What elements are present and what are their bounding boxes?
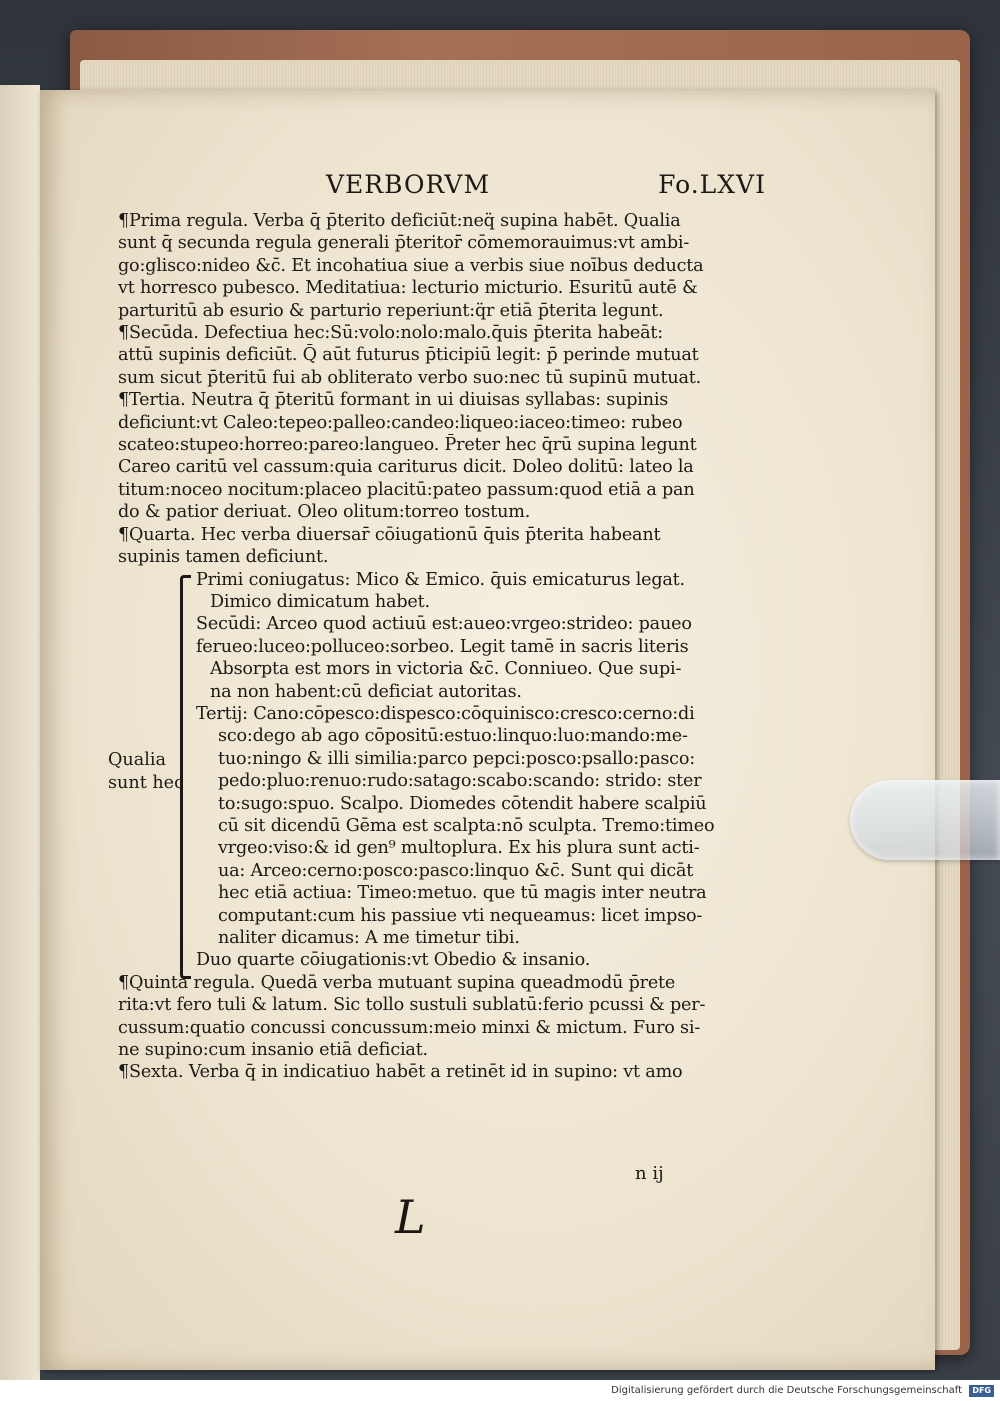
text-line: ¶Tertia. Neutra q̄ p̄teritū formant in ui diuisas syllabas: supinis (118, 390, 669, 411)
text-line: do & patior deriuat. Oleo olitum:torreo tostum. (118, 502, 531, 523)
signature-mark: L (395, 1190, 426, 1244)
text-line: vt horresco pubesco. Meditatiua: lecturio micturio. Esuritū autē & (118, 278, 698, 299)
bracket-line: cū sit dicendū Gēma est scalpta:nō sculpta. Tremo:timeo (218, 815, 715, 836)
bracket-line: vrgeo:viso:& id gen⁹ multoplura. Ex his plura sunt acti- (218, 838, 700, 859)
signature-catchword: n ij (635, 1163, 664, 1184)
folio-number: Fo.LXVI (658, 170, 766, 199)
bracketed-list (108, 569, 766, 972)
side-label-qualia: Qualia (108, 749, 166, 770)
text-line: Careo caritū vel cassum:quia cariturus dicit. Doleo dolitū: lateo la (118, 457, 694, 478)
bracket-line: Secūdi: Arceo quod actiuū est:aueo:vrgeo:strideo: paueo (196, 614, 692, 635)
text-line: scateo:stupeo:horreo:pareo:langueo. P̄reter hec q̄rū supina legunt (118, 435, 697, 456)
text-line: deficiunt:vt Caleo:tepeo:palleo:candeo:liqueo:iaceo:timeo: rubeo (118, 412, 683, 433)
paragraphs-top (118, 210, 766, 569)
bracket-line: na non habent:cū deficiat autoritas. (210, 681, 522, 702)
paragraphs-bottom (118, 972, 766, 1084)
text-line: ¶Quinta regula. Quedā verba mutuant supina queadmodū p̄rete (118, 972, 676, 993)
text-block (108, 170, 766, 1084)
page-clip (850, 780, 1000, 860)
bracket-line: Primi coniugatus: Mico & Emico. q̄uis emicaturus legat. (196, 569, 685, 590)
bracket-line: Duo quarte cōiugationis:vt Obedio & insanio. (196, 950, 591, 971)
bracket-line: Dimico dimicatum habet. (210, 591, 430, 612)
running-head-title: VERBORVM (326, 170, 491, 199)
text-line: attū supinis deficiūt. Q̄ aūt futurus p̄ticipiū legit: p̄ perinde mutuat (118, 345, 699, 366)
bracket-line: to:sugo:spuo. Scalpo. Diomedes cōtendit habere scalpiū (218, 793, 707, 814)
bracket-line: Tertij: Cano:cōpesco:dispesco:cōquinisco:cresco:cerno:di (196, 703, 695, 724)
text-line: sunt q̄ secunda regula generali p̄teritor̄ cōmemorauimus:vt ambi- (118, 233, 690, 254)
text-line: go:glisco:nideo &c̄. Et incohatiua siue a verbis siue noībus deducta (118, 255, 704, 276)
text-line: ¶Prima regula. Verba q̄ p̄terito deficiūt:neq̈ supina habēt. Qualia (118, 211, 681, 231)
funding-note: Digitalisierung gefördert durch die Deutsche Forschungsgemeinschaft (611, 1385, 962, 1396)
bracket-line: pedo:pluo:renuo:rudo:satago:scabo:scando: strido: ster (218, 771, 702, 792)
text-line: supinis tamen deficiunt. (118, 547, 329, 568)
text-line: ne supino:cum insanio etiā deficiat. (118, 1040, 428, 1061)
text-line: ¶Secūda. Defectiua hec:Sū:volo:nolo:malo.q̄uis p̄terita habeāt: (118, 323, 664, 344)
bracket-line: tuo:ningo & illi similia:parco pepci:posco:psallo:pasco: (218, 748, 695, 769)
bracket-line: naliter dicamus: A me timetur tibi. (218, 928, 520, 948)
dfg-logo: DFG (969, 1385, 994, 1397)
bracket-line: computant:cum his passiue vti nequeamus: licet impso- (218, 905, 703, 926)
bracket-line: sco:dego ab ago cōpositū:estuo:linquo:luo:mando:me- (218, 726, 688, 747)
footer-bar (0, 1380, 1000, 1401)
text-line: ¶Sexta. Verba q̄ in indicatiuo habēt a retinēt id in supino: vt amo (118, 1062, 683, 1083)
bracket-line: Absorpta est mors in victoria &c̄. Conniueo. Que supi- (210, 659, 682, 680)
text-line: ¶Quarta. Hec verba diuersar̄ cōiugationū q̄uis p̄terita habeant (118, 524, 661, 545)
bracket-line: ferueo:luceo:polluceo:sorbeo. Legit tamē in sacris literis (196, 636, 689, 657)
left-page-margin (0, 85, 40, 1380)
text-line: cussum:quatio concussi concussum:meio minxi & mictum. Furo si- (118, 1017, 701, 1038)
bracket-line: hec etiā actiua: Timeo:metuo. que tū magis inter neutra (218, 883, 707, 904)
text-line: rita:vt fero tuli & latum. Sic tollo sustuli sublatū:ferio pcussi & per- (118, 995, 706, 1016)
text-line: titum:noceo nocitum:placeo placitū:pateo passum:quod etiā a pan (118, 479, 695, 500)
running-head (118, 170, 766, 210)
bracket-line: ua: Arceo:cerno:posco:pasco:linquo &c̄. Sunt qui dicāt (218, 860, 694, 881)
text-line: parturitū ab esurio & parturio reperiunt:q̈r etiā p̄terita legunt. (118, 300, 664, 321)
text-line: sum sicut p̄teritū fui ab obliterato verbo suo:nec tū supinū mutuat. (118, 367, 702, 388)
side-label-sunt-hec: sunt hec (108, 772, 184, 793)
